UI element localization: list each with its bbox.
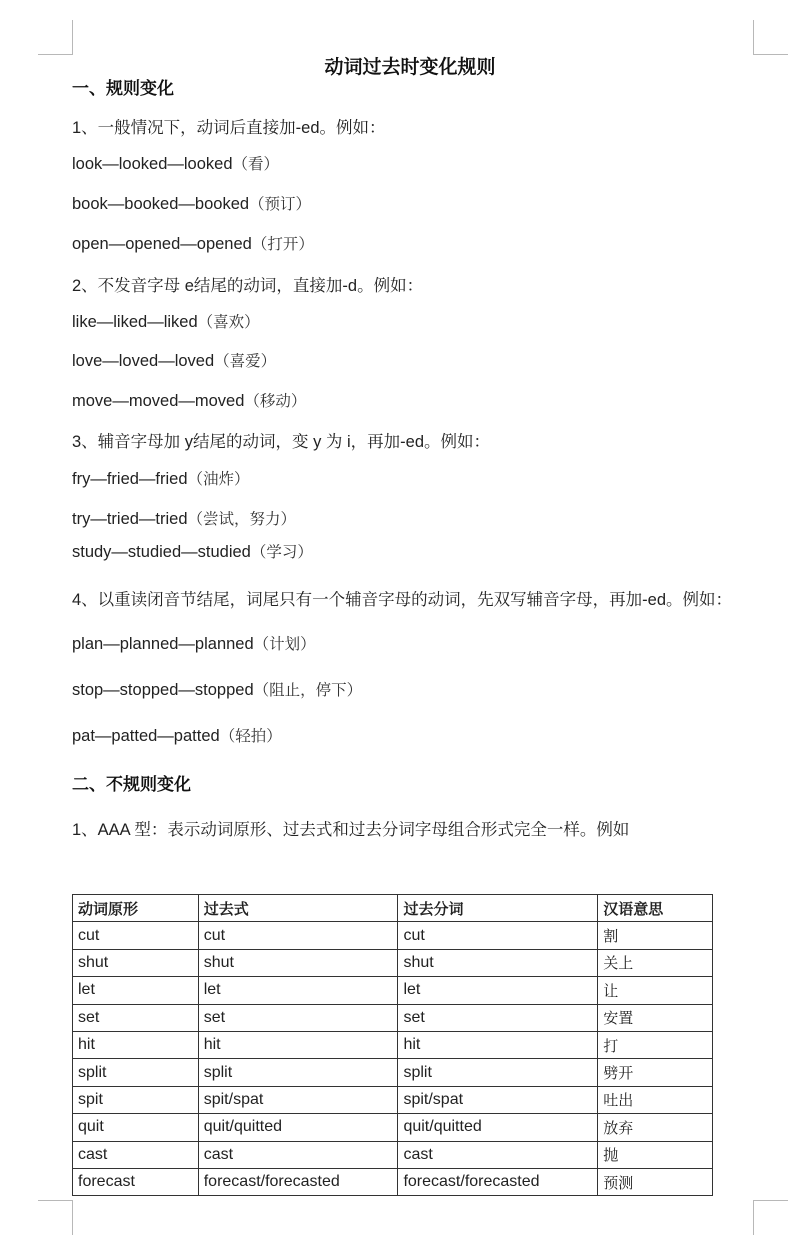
cell-past-participle: split bbox=[398, 1059, 598, 1086]
cell-past-tense: cast bbox=[198, 1141, 398, 1168]
cell-meaning: 让 bbox=[598, 977, 713, 1004]
cell-past-participle: hit bbox=[398, 1031, 598, 1058]
cell-base-form: let bbox=[73, 977, 199, 1004]
example-line bbox=[72, 632, 316, 654]
cell-past-participle: set bbox=[398, 1004, 598, 1031]
section1-heading: 一、规则变化 bbox=[72, 79, 174, 98]
crop-mark-bottom-right bbox=[753, 1200, 788, 1235]
table-row bbox=[73, 1141, 713, 1168]
rule3-text: 3、辅音字母加 y结尾的动词，变 y 为 i，再加-ed。例如： bbox=[72, 433, 491, 451]
example-line bbox=[72, 349, 276, 371]
rule2-text: 2、不发音字母 e结尾的动词，直接加-d。例如： bbox=[72, 277, 424, 295]
page-title: 动词过去时变化规则 bbox=[324, 57, 496, 78]
cell-past-participle: shut bbox=[398, 949, 598, 976]
table-row bbox=[73, 1004, 713, 1031]
example-line bbox=[72, 389, 306, 411]
rule1-text: 1、一般情况下，动词后直接加-ed。例如： bbox=[72, 119, 386, 137]
example-english: stop—stopped—stopped bbox=[72, 681, 254, 699]
cell-meaning: 割 bbox=[598, 922, 713, 949]
cell-past-tense: forecast/forecasted bbox=[198, 1168, 398, 1195]
crop-mark-bottom-left bbox=[38, 1200, 73, 1235]
cell-base-form: hit bbox=[73, 1031, 199, 1058]
cell-meaning: 预测 bbox=[598, 1168, 713, 1195]
example-chinese: （打开） bbox=[251, 236, 314, 253]
cell-past-tense: shut bbox=[198, 949, 398, 976]
example-english: move—moved—moved bbox=[72, 392, 245, 410]
cell-past-participle: let bbox=[398, 977, 598, 1004]
cell-past-tense: hit bbox=[198, 1031, 398, 1058]
table-header-row bbox=[73, 895, 713, 922]
example-english: study—studied—studied bbox=[72, 543, 251, 561]
table-row bbox=[73, 1031, 713, 1058]
cell-base-form: quit bbox=[73, 1114, 199, 1141]
example-english: pat—patted—patted bbox=[72, 727, 220, 745]
example-chinese: （喜爱） bbox=[214, 353, 277, 370]
example-line bbox=[72, 724, 282, 746]
example-english: like—liked—liked bbox=[72, 313, 198, 331]
cell-base-form: spit bbox=[73, 1086, 199, 1113]
example-line bbox=[72, 232, 314, 254]
cell-past-tense: spit/spat bbox=[198, 1086, 398, 1113]
cell-meaning: 关上 bbox=[598, 949, 713, 976]
cell-base-form: forecast bbox=[73, 1168, 199, 1195]
example-english: try—tried—tried bbox=[72, 510, 188, 528]
irregular-rule1-text: 1、AAA 型：表示动词原形、过去式和过去分词字母组合形式完全一样。例如 bbox=[72, 821, 630, 839]
rule4-text: 4、以重读闭音节结尾，词尾只有一个辅音字母的动词，先双写辅音字母，再加-ed。例如： bbox=[72, 591, 733, 609]
example-chinese: （计划） bbox=[253, 636, 316, 653]
example-line bbox=[72, 310, 260, 332]
aaa-verb-table bbox=[72, 894, 713, 1196]
example-chinese: （看） bbox=[232, 156, 280, 173]
example-line bbox=[72, 152, 279, 174]
table-row bbox=[73, 949, 713, 976]
example-chinese: （阻止，停下） bbox=[253, 682, 363, 699]
example-english: fry—fried—fried bbox=[72, 470, 188, 488]
example-line bbox=[72, 467, 250, 489]
cell-base-form: shut bbox=[73, 949, 199, 976]
example-chinese: （预订） bbox=[249, 196, 312, 213]
crop-mark-top-left bbox=[38, 20, 73, 55]
cell-base-form: split bbox=[73, 1059, 199, 1086]
header-base-form: 动词原形 bbox=[73, 895, 199, 922]
table-row bbox=[73, 1059, 713, 1086]
crop-mark-top-right bbox=[753, 20, 788, 55]
example-english: love—loved—loved bbox=[72, 352, 215, 370]
table-row bbox=[73, 977, 713, 1004]
example-chinese: （移动） bbox=[244, 393, 307, 410]
cell-past-participle: cut bbox=[398, 922, 598, 949]
example-chinese: （轻拍） bbox=[219, 728, 282, 745]
table-row bbox=[73, 1086, 713, 1113]
cell-meaning: 吐出 bbox=[598, 1086, 713, 1113]
example-chinese: （喜欢） bbox=[197, 314, 260, 331]
table-row bbox=[73, 1168, 713, 1195]
cell-meaning: 安置 bbox=[598, 1004, 713, 1031]
cell-meaning: 打 bbox=[598, 1031, 713, 1058]
section2-heading: 二、不规则变化 bbox=[72, 775, 191, 794]
example-line bbox=[72, 192, 311, 214]
table-row bbox=[73, 1114, 713, 1141]
cell-base-form: cut bbox=[73, 922, 199, 949]
cell-past-participle: cast bbox=[398, 1141, 598, 1168]
example-line bbox=[72, 540, 313, 562]
example-english: book—booked—booked bbox=[72, 195, 250, 213]
cell-past-tense: quit/quitted bbox=[198, 1114, 398, 1141]
cell-meaning: 劈开 bbox=[598, 1059, 713, 1086]
example-english: open—opened—opened bbox=[72, 235, 252, 253]
cell-past-participle: forecast/forecasted bbox=[398, 1168, 598, 1195]
header-past-tense: 过去式 bbox=[198, 895, 398, 922]
cell-past-participle: spit/spat bbox=[398, 1086, 598, 1113]
cell-past-tense: set bbox=[198, 1004, 398, 1031]
header-chinese-meaning: 汉语意思 bbox=[598, 895, 713, 922]
example-english: look—looked—looked bbox=[72, 155, 233, 173]
header-past-participle: 过去分词 bbox=[398, 895, 598, 922]
example-english: plan—planned—planned bbox=[72, 635, 254, 653]
cell-meaning: 放弃 bbox=[598, 1114, 713, 1141]
cell-base-form: cast bbox=[73, 1141, 199, 1168]
cell-past-tense: cut bbox=[198, 922, 398, 949]
example-line bbox=[72, 678, 362, 700]
cell-past-tense: let bbox=[198, 977, 398, 1004]
example-chinese: （油炸） bbox=[187, 471, 250, 488]
cell-past-participle: quit/quitted bbox=[398, 1114, 598, 1141]
table-row bbox=[73, 922, 713, 949]
cell-past-tense: split bbox=[198, 1059, 398, 1086]
example-line bbox=[72, 507, 296, 529]
example-chinese: （学习） bbox=[250, 544, 313, 561]
example-chinese: （尝试，努力） bbox=[187, 511, 297, 528]
cell-meaning: 抛 bbox=[598, 1141, 713, 1168]
cell-base-form: set bbox=[73, 1004, 199, 1031]
